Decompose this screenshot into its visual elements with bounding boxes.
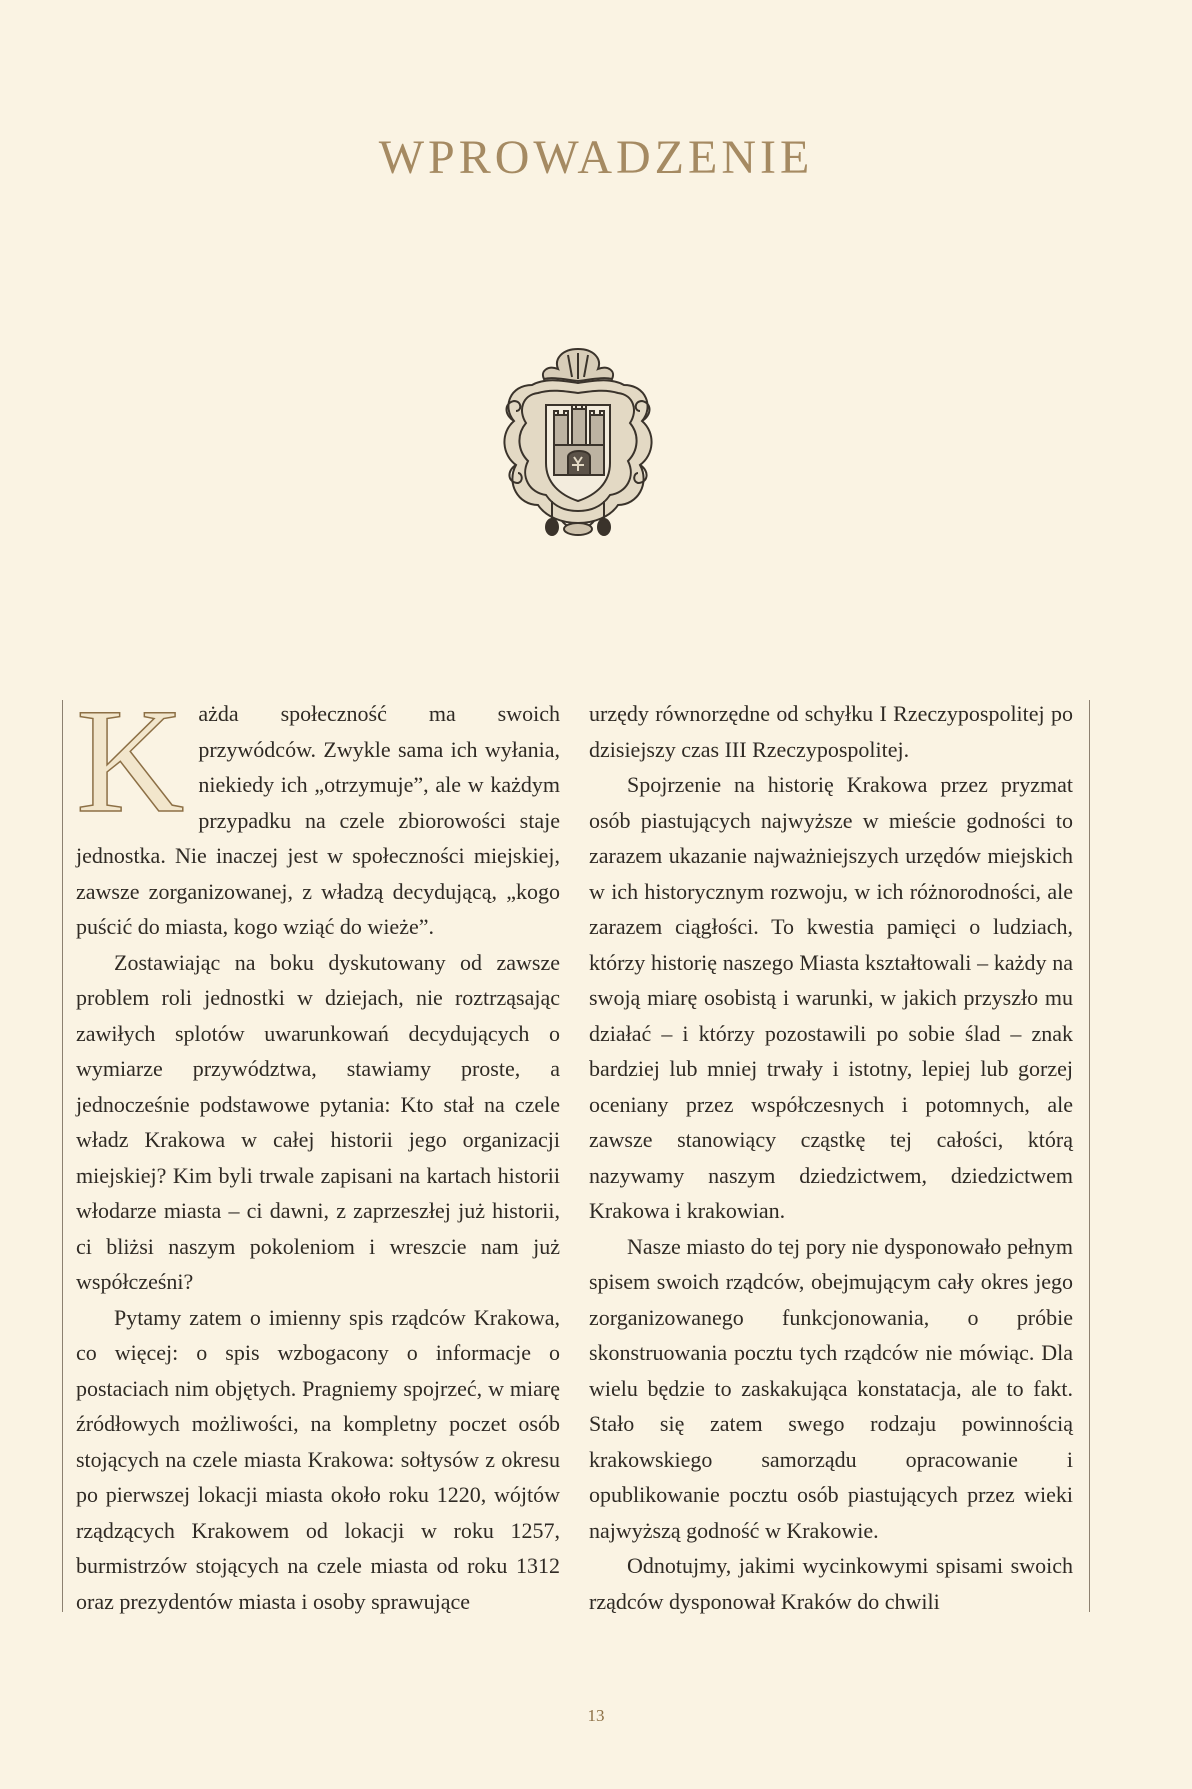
paragraph-text: ażda społeczność ma swoich przywódców. Zwykle sama ich wyłania, niekiedy ich „otrzymuje”, ale w każdym przypadku na czele zbiorowości staje jednostka. Nie inaczej jest w społeczności miejskiej, zawsze zorganizowanej, z władzą decydującą, „kogo puścić do miasta, kogo wziąć do wieże”. xyxy=(76,701,560,939)
coat-of-arms-icon xyxy=(492,345,664,545)
paragraph: Odnotujmy, jakimi wycinkowymi spisami swoich rządców dysponował Kraków do chwili xyxy=(589,1553,1073,1614)
left-text-column xyxy=(76,678,560,1619)
page-number: 13 xyxy=(587,1706,605,1725)
left-margin-rule xyxy=(62,700,63,1612)
paragraph: Nasze miasto do tej pory nie dysponowało pełnym spisem swoich rządców, obejmującym cały okres jego zorganizowanego funkcjonowania, o próbie skonstruowania pocztu tych rządców nie mówiąc. Dla wielu będzie to zaskakująca konstatacja, ale to fakt. Stało się zatem swego rodzaju powinnością krakowskiego samorządu opracowanie i opublikowanie pocztu osób piastujących przez wieki najwyższą godność w Krakowie. xyxy=(589,1233,1073,1543)
paragraph: urzędy równorzędne od schyłku I Rzeczypospolitej po dzisiejszy czas III Rzeczypospolitej. xyxy=(589,701,1073,762)
paragraph: Spojrzenie na historię Krakowa przez pryzmat osób piastujących najwyższe w mieście godności to zarazem ukazanie najważniejszych urzędów miejskich w ich historycznym rozwoju, w ich różnorodności, ale zarazem ciągłości. To kwestia pamięci o ludziach, którzy historię naszego Miasta kształtowali – każdy na swoją miarę osobistą i warunki, w jakich przyszło mu działać – i którzy pozostawili po sobie ślad – znak bardziej lub mniej trwały i istotny, lepiej lub gorzej oceniany przez współczesnych i potomnych, ale zawsze stanowiący cząstkę tej całości, którą nazywamy naszym dziedzictwem, dziedzictwem Krakowa i krakowian. xyxy=(589,772,1073,1223)
drop-cap: K xyxy=(76,678,185,844)
page-title: WPROWADZENIE xyxy=(378,131,814,184)
right-text-column xyxy=(589,696,1073,1619)
right-margin-rule xyxy=(1089,700,1090,1612)
paragraph xyxy=(76,678,560,945)
paragraph: Pytamy zatem o imienny spis rządców Krakowa, co więcej: o spis wzbogacony o informacje o postaciach nim objętych. Pragniemy spojrzeć, w miarę źródłowych możliwości, na kompletny poczet osób stojących na czele miasta Krakowa: sołtysów z okresu po pierwszej lokacji miasta około roku 1220, wójtów rządzących Krakowem od lokacji w roku 1257, burmistrzów stojących na czele miasta od roku 1312 oraz prezydentów miasta i osoby sprawujące xyxy=(76,1304,560,1614)
paragraph: Zostawiając na boku dyskutowany od zawsze problem roli jednostki w dziejach, nie roztrząsając zawiłych splotów uwarunkowań decydujących o wymiarze przywództwa, stawiamy proste, a jednocześnie podstawowe pytania: Kto stał na czele władz Krakowa w całej historii jego organizacji miejskiej? Kim byli trwale zapisani na kartach historii włodarze miasta – ci dawni, z zaprzeszłej już historii, ci bliżsi naszym pokoleniom i wreszcie nam już współcześni? xyxy=(76,949,560,1294)
